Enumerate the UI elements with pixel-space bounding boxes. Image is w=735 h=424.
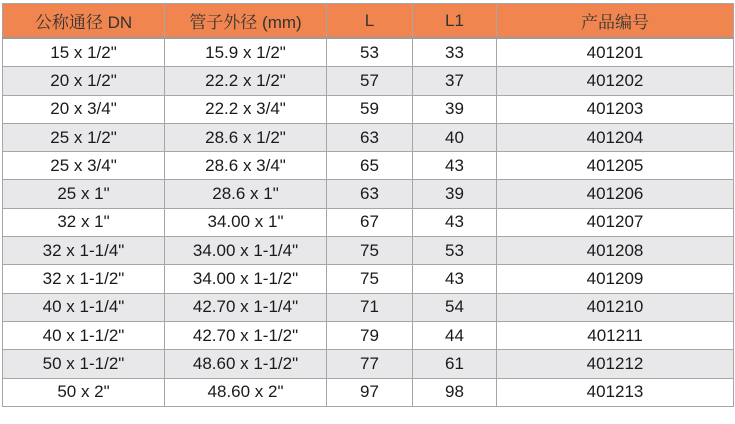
table-header [3, 4, 734, 39]
cell-l1: 44 [413, 321, 497, 349]
cell-product-code: 401207 [497, 208, 734, 236]
cell-l: 57 [327, 67, 413, 95]
cell-l: 59 [327, 95, 413, 123]
cell-pipe-outer-diameter: 42.70 x 1-1/4" [165, 293, 327, 321]
table-row [3, 293, 734, 321]
cell-l: 75 [327, 237, 413, 265]
cell-nominal-diameter: 25 x 1/2" [3, 123, 165, 151]
cell-nominal-diameter: 32 x 1" [3, 208, 165, 236]
cell-product-code: 401205 [497, 152, 734, 180]
cell-nominal-diameter: 40 x 1-1/2" [3, 321, 165, 349]
cell-pipe-outer-diameter: 15.9 x 1/2" [165, 38, 327, 67]
cell-pipe-outer-diameter: 28.6 x 1" [165, 180, 327, 208]
cell-pipe-outer-diameter: 42.70 x 1-1/2" [165, 321, 327, 349]
table-row [3, 95, 734, 123]
column-header-nominal-diameter: 公称通径 DN [3, 4, 165, 39]
cell-l1: 43 [413, 152, 497, 180]
cell-l: 79 [327, 321, 413, 349]
cell-l: 71 [327, 293, 413, 321]
cell-pipe-outer-diameter: 48.60 x 1-1/2" [165, 350, 327, 378]
table-row [3, 321, 734, 349]
cell-l1: 61 [413, 350, 497, 378]
cell-l: 77 [327, 350, 413, 378]
cell-nominal-diameter: 50 x 2" [3, 378, 165, 406]
cell-pipe-outer-diameter: 34.00 x 1-1/2" [165, 265, 327, 293]
cell-l: 63 [327, 123, 413, 151]
cell-product-code: 401203 [497, 95, 734, 123]
table-row [3, 378, 734, 406]
column-header-l: L [327, 4, 413, 39]
cell-nominal-diameter: 32 x 1-1/4" [3, 237, 165, 265]
cell-l: 65 [327, 152, 413, 180]
cell-l1: 39 [413, 95, 497, 123]
table-row [3, 350, 734, 378]
cell-l: 63 [327, 180, 413, 208]
table-row [3, 67, 734, 95]
table-row [3, 38, 734, 67]
cell-l: 75 [327, 265, 413, 293]
cell-nominal-diameter: 20 x 3/4" [3, 95, 165, 123]
cell-product-code: 401208 [497, 237, 734, 265]
cell-product-code: 401202 [497, 67, 734, 95]
column-header-product-code: 产品编号 [497, 4, 734, 39]
cell-l1: 98 [413, 378, 497, 406]
cell-nominal-diameter: 20 x 1/2" [3, 67, 165, 95]
cell-pipe-outer-diameter: 28.6 x 3/4" [165, 152, 327, 180]
cell-product-code: 401211 [497, 321, 734, 349]
cell-nominal-diameter: 25 x 3/4" [3, 152, 165, 180]
cell-l1: 33 [413, 38, 497, 67]
cell-l: 53 [327, 38, 413, 67]
cell-l1: 37 [413, 67, 497, 95]
table-row [3, 180, 734, 208]
table-row [3, 152, 734, 180]
cell-product-code: 401213 [497, 378, 734, 406]
column-header-l1: L1 [413, 4, 497, 39]
cell-pipe-outer-diameter: 22.2 x 3/4" [165, 95, 327, 123]
cell-nominal-diameter: 50 x 1-1/2" [3, 350, 165, 378]
cell-pipe-outer-diameter: 48.60 x 2" [165, 378, 327, 406]
table-row [3, 208, 734, 236]
cell-l1: 43 [413, 208, 497, 236]
cell-pipe-outer-diameter: 34.00 x 1-1/4" [165, 237, 327, 265]
cell-product-code: 401201 [497, 38, 734, 67]
cell-nominal-diameter: 25 x 1" [3, 180, 165, 208]
cell-pipe-outer-diameter: 22.2 x 1/2" [165, 67, 327, 95]
cell-product-code: 401212 [497, 350, 734, 378]
cell-product-code: 401209 [497, 265, 734, 293]
cell-nominal-diameter: 32 x 1-1/2" [3, 265, 165, 293]
cell-l: 97 [327, 378, 413, 406]
cell-product-code: 401204 [497, 123, 734, 151]
cell-nominal-diameter: 15 x 1/2" [3, 38, 165, 67]
table-row [3, 237, 734, 265]
cell-nominal-diameter: 40 x 1-1/4" [3, 293, 165, 321]
cell-pipe-outer-diameter: 34.00 x 1" [165, 208, 327, 236]
column-header-pipe-outer-diameter: 管子外径 (mm) [165, 4, 327, 39]
product-spec-table [2, 3, 734, 407]
cell-l: 67 [327, 208, 413, 236]
cell-l1: 40 [413, 123, 497, 151]
cell-l1: 39 [413, 180, 497, 208]
table-row [3, 265, 734, 293]
cell-l1: 54 [413, 293, 497, 321]
cell-pipe-outer-diameter: 28.6 x 1/2" [165, 123, 327, 151]
cell-l1: 53 [413, 237, 497, 265]
product-spec-table-container [2, 3, 733, 407]
header-row [3, 4, 734, 39]
cell-l1: 43 [413, 265, 497, 293]
table-body [3, 38, 734, 406]
cell-product-code: 401210 [497, 293, 734, 321]
table-row [3, 123, 734, 151]
cell-product-code: 401206 [497, 180, 734, 208]
